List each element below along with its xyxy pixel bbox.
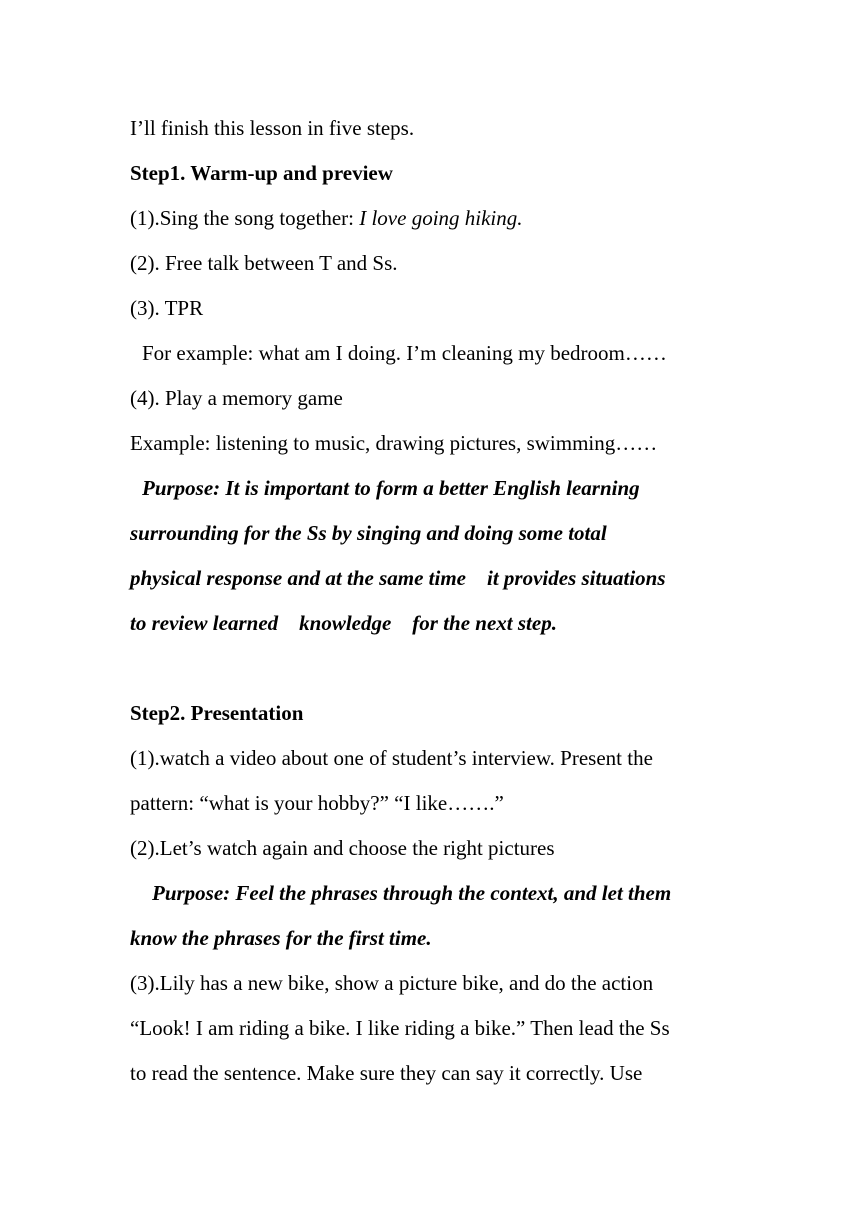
intro-text: I’ll finish this lesson in five steps. (130, 116, 415, 140)
song-title: I love going hiking. (359, 206, 523, 230)
step2-item3-line: “Look! I am riding a bike. I like riding a bike.” Then lead the Ss (130, 1016, 670, 1040)
step2-item1-line: pattern: “what is your hobby?” “I like…….” (130, 791, 504, 815)
step1-item4: (4). Play a memory game (130, 386, 343, 410)
step2-purpose-line: Purpose: Feel the phrases through the context, and let them (152, 881, 672, 905)
step1-item3: (3). TPR (130, 296, 204, 320)
step2-purpose-line: know the phrases for the first time. (130, 926, 432, 950)
step1-heading: Step1. Warm-up and preview (130, 161, 393, 185)
step1-item3-example: For example: what am I doing. I’m cleaning my bedroom…… (142, 341, 667, 365)
step1-item1-prefix: (1).Sing the song together: (130, 206, 360, 230)
step1-item4-example: Example: listening to music, drawing pictures, swimming…… (130, 431, 658, 455)
step2-item1-line: (1).watch a video about one of student’s interview. Present the (130, 746, 653, 770)
step2-item2: (2).Let’s watch again and choose the right pictures (130, 836, 555, 860)
step1-item1 (130, 206, 523, 230)
step1-purpose-line: to review learned knowledge for the next step. (130, 611, 557, 635)
step1-purpose-line: surrounding for the Ss by singing and doing some total (130, 521, 607, 545)
step1-purpose-line: Purpose: It is important to form a better English learning (142, 476, 640, 500)
step2-heading: Step2. Presentation (130, 701, 304, 725)
step1-item2: (2). Free talk between T and Ss. (130, 251, 398, 275)
step2-item3-line: (3).Lily has a new bike, show a picture bike, and do the action (130, 971, 654, 995)
step2-item3-line: to read the sentence. Make sure they can say it correctly. Use (130, 1061, 643, 1085)
step1-purpose-line: physical response and at the same time it provides situations (130, 566, 666, 590)
